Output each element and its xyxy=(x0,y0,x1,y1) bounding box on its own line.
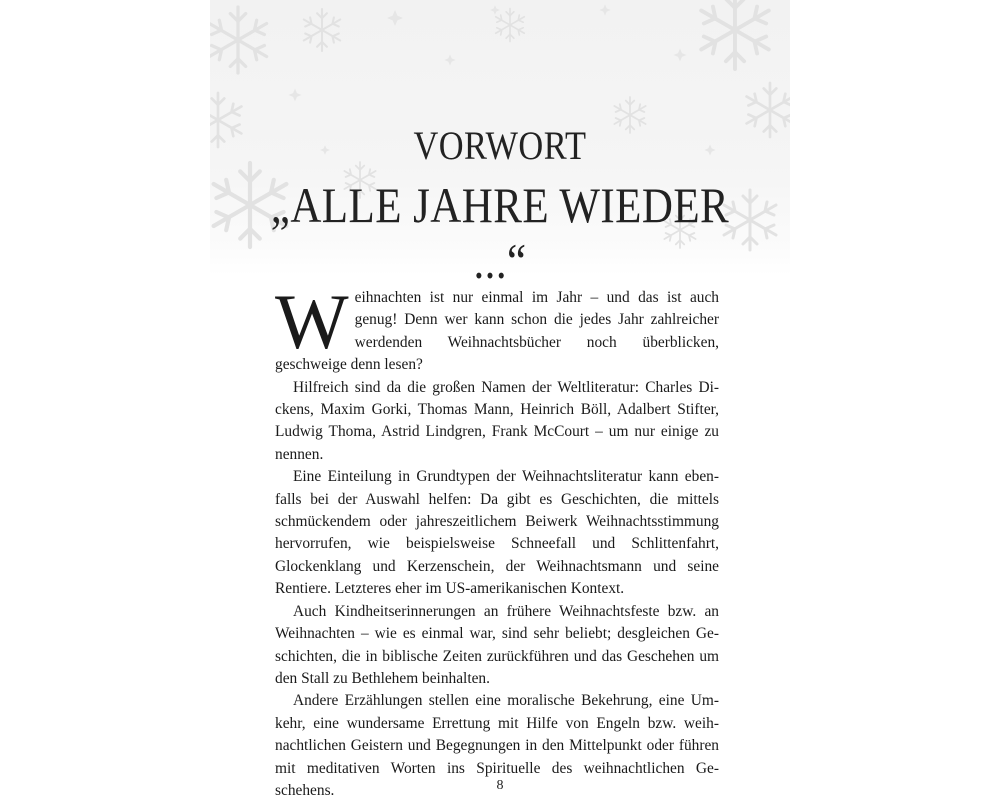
paragraph: Eine Einteilung in Grundtypen der Weihnachtsliteratur kann ebenfalls bei der Auswahl helfen: Da gibt es Geschichten, die mittels schmückendem oder jahreszeitlichem Beiwerk Weihnachtsstimmung hervorrufen, wie beispielsweise Schneefall und Schlittenfahrt, Glockenklang und Kerzenschein, der Weihnachtsmann und seine Rentiere. Letzteres eher im US-amerikanischen Kontext. xyxy=(275,468,719,598)
chapter-subtitle: „ALLE JAHRE WIEDER ...“ xyxy=(270,177,730,289)
star-icon xyxy=(599,4,610,15)
star-icon xyxy=(387,10,403,26)
paragraph: Hilfreich sind da die großen Namen der Weltliteratur: Charles Dickens, Maxim Gorki, Thomas Mann, Heinrich Böll, Adalbert Stifter, Ludwig Thoma, Astrid Lindgren, Frank McCourt – um nur einige zu nennen. xyxy=(275,378,719,463)
star-icon xyxy=(674,49,687,62)
snowflake-icon xyxy=(210,7,267,73)
page-number: 8 xyxy=(496,778,504,793)
paragraph: Auch Kindheitserinnerungen an frühere Weihnachtsfeste bzw. an Weihnachten – wie es einmal war, sind sehr beliebt; desgleichen Geschichten, die in biblische Zeiten zurückführen und das Geschehen um den Stall zu Bethlehem beinhalten. xyxy=(275,602,719,687)
paragraph: Andere Erzählungen stellen eine moralische Bekehrung, eine Umkehr, eine wundersame Errettung mit Hilfe von Engeln bzw. weihnachtlichen Geistern und Begegnungen in den Mittelpunkt oder führen mit meditativen Worten ins Spirituelle des weihnachtlichen Geschehens. xyxy=(275,692,719,799)
star-icon xyxy=(289,89,302,102)
snowflake-icon xyxy=(210,93,241,147)
snowflake-icon xyxy=(304,9,340,51)
body-text xyxy=(275,278,719,802)
star-icon xyxy=(444,54,455,65)
paragraph xyxy=(275,278,719,377)
snowflake-icon xyxy=(747,83,790,137)
paragraph-text: eihnachten ist nur einmal im Jahr – und das ist auch genug! Denn wer kann schon die jedes Jahr zahlreicher werdenden Weihnachtsbücher noch überblicken, geschweige denn lesen? xyxy=(275,289,719,374)
snowflake-icon xyxy=(701,0,769,69)
drop-cap: W xyxy=(275,278,349,365)
star-icon xyxy=(490,5,500,15)
snowflake-icon xyxy=(496,9,525,42)
chapter-title: VORWORT xyxy=(413,123,587,168)
